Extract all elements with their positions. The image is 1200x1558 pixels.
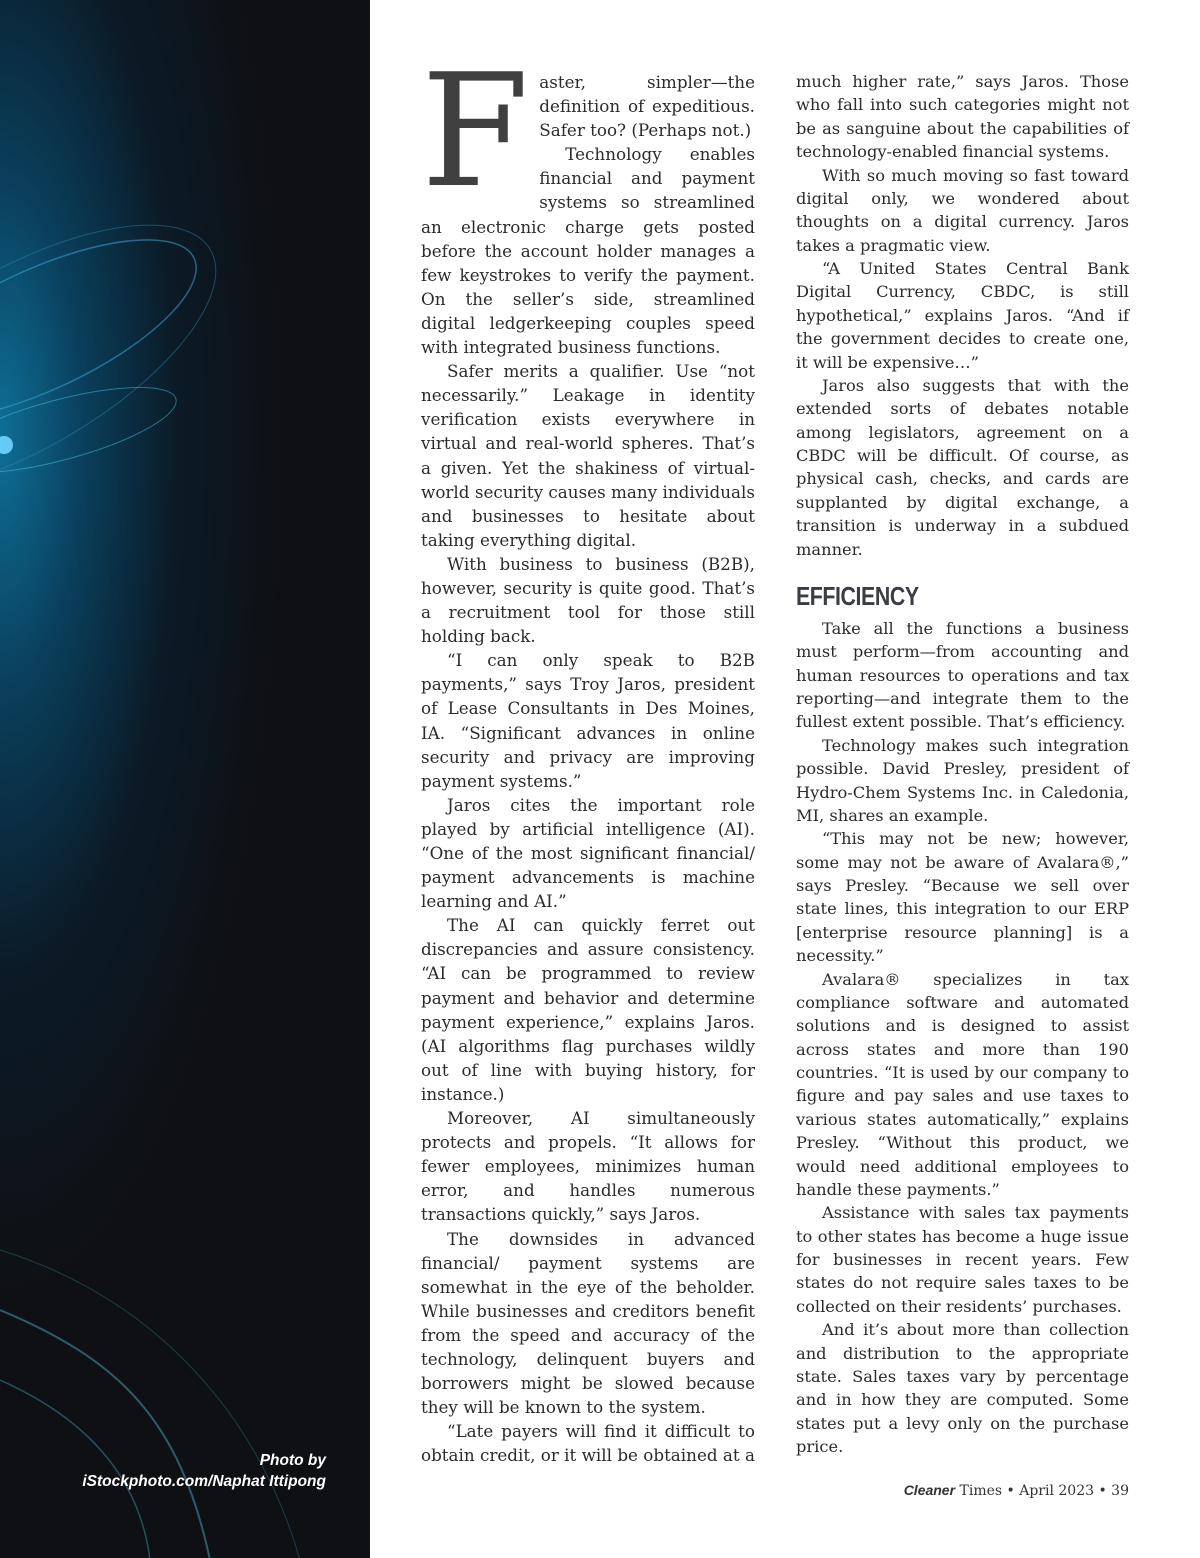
paragraph: Safer merits a qualifier. Use “not necessarily.” Leakage in identity verification exists everywhere in virtual and real-world spheres. That’s a given. Yet the shakiness of virtual-world security causes many individuals and businesses to hesitate about taking everything digital. xyxy=(421,361,755,550)
photo-credit-line2: iStockphoto.com/Naphat Ittipong xyxy=(82,1473,326,1490)
paragraph: The downsides in advanced financial/ payment systems are somewhat in the eye of the beholder. While businesses and creditors benefit from the speed and accuracy of the technology, delinquent buyers and borrowers might be slowed because they will be known to the system. xyxy=(421,1228,755,1418)
paragraph: The AI can quickly ferret out discrepancies and assure consistency. “AI can be programmed to review payment and behavior and determine payment experience,” explains Jaros. (AI algorithms flag purchases wildly out of line with buying history, for instance.) xyxy=(421,915,755,1104)
page-footer xyxy=(904,1482,1129,1499)
article-column-2 xyxy=(796,70,1129,1458)
paragraph: Avalara® specializes in tax compliance software and automated solutions and is designed to assist across states and more than 190 countries. “It is used by our company to figure and pay sales and use taxes to various states automatically,” explains Presley. “Without this product, we would need additional employees to handle these payments.” xyxy=(796,969,1129,1199)
paragraph: Technology enables financial and payment systems so streamlined an electronic charge gets posted before the account holder manages a few keystrokes to verify the payment. On the seller’s side, streamlined digital ledgerkeeping couples speed with integrated business functions. xyxy=(421,144,755,358)
paragraph: Moreover, AI simultaneously protects and propels. “It allows for fewer employees, minimizes human error, and handles numerous transactions quickly,” says Jaros. xyxy=(421,1108,755,1225)
paragraph: “I can only speak to B2B payments,” says Troy Jaros, president of Lease Consultants in Des Moines, IA. “Significant advances in online security and privacy are improving payment systems.” xyxy=(421,650,755,791)
paragraph: aster, simpler—the definition of expeditious. Safer too? (Perhaps not.) xyxy=(539,72,755,141)
glow-node xyxy=(0,436,13,454)
article-column-1 xyxy=(421,40,755,1467)
paragraph: Take all the functions a business must perform—from accounting and human resources to operations and tax reporting—and integrate them to the fullest extent possible. That’s efficiency. xyxy=(796,618,1129,732)
paragraph: Jaros cites the important role played by artificial intelligence (AI). “One of the most significant financial/ payment advancements is machine learning and AI.” xyxy=(421,794,755,912)
footer-info: Times • April 2023 • 39 xyxy=(955,1483,1129,1499)
magazine-name: Cleaner xyxy=(903,1482,956,1498)
section-heading: EFFICIENCY xyxy=(796,580,919,611)
paragraph: With so much moving so fast toward digital only, we wondered about thoughts on a digital currency. Jaros takes a pragmatic view. xyxy=(796,165,1129,255)
cover-photo xyxy=(0,0,370,1558)
paragraph: Technology makes such integration possible. David Presley, president of Hydro-Chem Systems Inc. in Caledonia, MI, shares an example. xyxy=(796,735,1129,825)
paragraph: And it’s about more than collection and distribution to the appropriate state. Sales taxes vary by percentage and in how they are computed. Some states put a levy only on the purchase price. xyxy=(796,1320,1129,1456)
paragraph: “A United States Central Bank Digital Currency, CBDC, is still hypothetical,” explains Jaros. “And if the government decides to create one, it will be expensive…” xyxy=(796,259,1129,372)
paragraph: Assistance with sales tax payments to other states has become a huge issue for businesses in recent years. Few states do not require sales taxes to be collected on their residents’ purchases. xyxy=(796,1203,1129,1316)
paragraph: Jaros also suggests that with the extended sorts of debates notable among legislators, agreement on a CBDC will be difficult. Of course, as physical cash, checks, and cards are supplanted by digital exchange, a transition is underway in a subdued manner. xyxy=(796,375,1129,559)
network-graphic xyxy=(0,0,370,1558)
paragraph: much higher rate,” says Jaros. Those who fall into such categories might not be as sanguine about the capabilities of technology-enabled financial systems. xyxy=(796,72,1129,162)
paragraph: “Late payers will find it difficult to obtain credit, or it will be obtained at a xyxy=(421,1421,755,1466)
photo-credit xyxy=(6,1450,326,1492)
paragraph: With business to business (B2B), however, security is quite good. That’s a recruitment tool for those still holding back. xyxy=(421,553,755,647)
drop-cap: F xyxy=(421,40,530,222)
photo-credit-line1: Photo by xyxy=(259,1452,326,1469)
paragraph: “This may not be new; however, some may not be aware of Avalara®,” says Presley. “Because we sell over state lines, this integration to our ERP [enterprise resource planning] is a necessity.” xyxy=(796,829,1129,966)
